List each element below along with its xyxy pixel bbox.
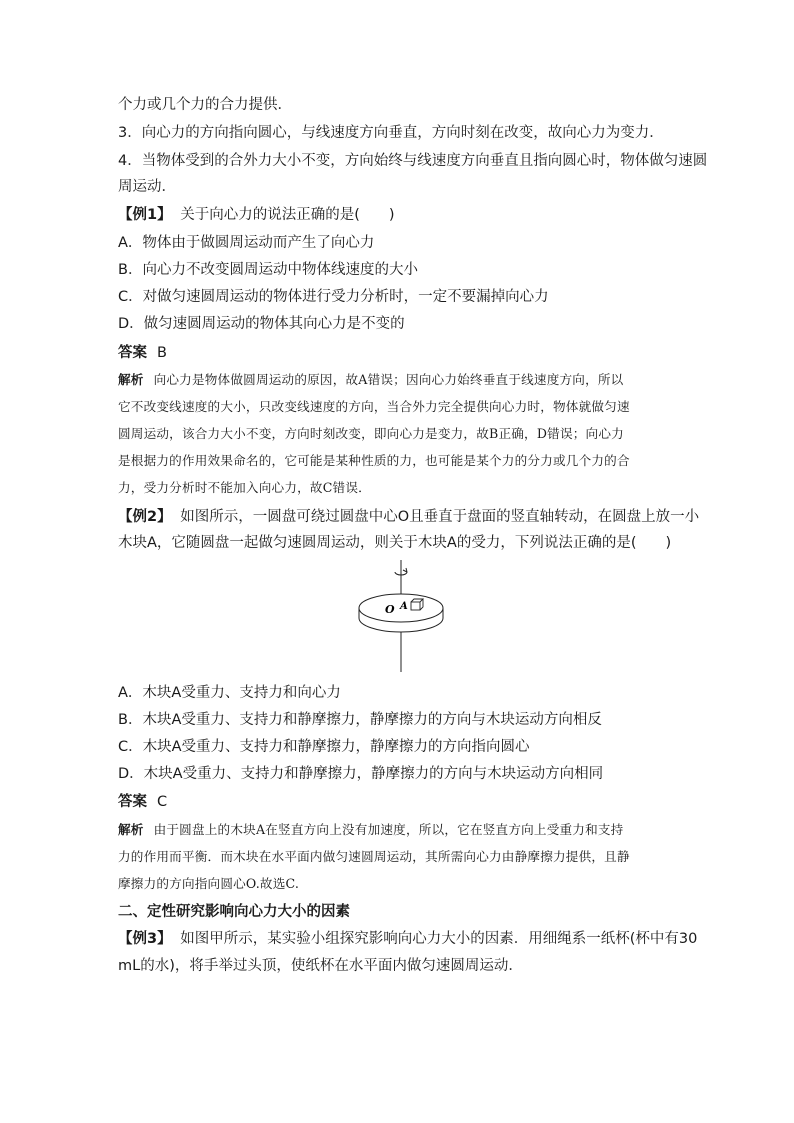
example-2-option-a: A．木块A受重力、支持力和向心力 — [118, 685, 341, 701]
arrowhead-icon — [403, 568, 407, 572]
example-2-question-line1 — [118, 508, 700, 526]
example-2-answer — [118, 793, 678, 811]
example-1-stem: 关于向心力的说法正确的是( ) — [180, 207, 395, 223]
label-a: A — [400, 601, 408, 612]
example-2-stem: 如图所示，一圆盘可绕过圆盘中心O且垂直于盘面的竖直轴转动，在圆盘上放一小 — [180, 509, 700, 525]
example-1-analysis-line1 — [118, 372, 678, 388]
example-2-analysis-line2: 力的作用而平衡．而木块在水平面内做匀速圆周运动，其所需向心力由静摩擦力提供，且静 — [118, 849, 630, 864]
example-1-tag: 【例1】 — [118, 207, 172, 223]
example-1-analysis-line3: 圆周运动，该合力大小不变，方向时刻改变，即向心力是变力，故B正确，D错误；向心力 — [118, 426, 624, 441]
example-2-analysis-line3: 摩擦力的方向指向圆心O.故选C. — [118, 876, 300, 891]
example-2-analysis-line1 — [118, 822, 678, 838]
example-2-option-d: D．木块A受重力、支持力和静摩擦力，静摩擦力的方向与木块运动方向相同 — [118, 766, 604, 782]
paragraph-4-line1: 4．当物体受到的合外力大小不变，方向始终与线速度方向垂直且指向圆心时，物体做匀速圆 — [118, 153, 708, 169]
example-3-line2: mL的水)，将手举过头顶，使纸杯在水平面内做匀速圆周运动． — [118, 958, 523, 974]
example-2-question-line2: 木块A，它随圆盘一起做匀速圆周运动，则关于木块A的受力，下列说法正确的是( ) — [118, 535, 672, 551]
analysis-label: 解析 — [118, 372, 144, 387]
answer-label: 答案 — [118, 794, 147, 810]
example-3-line1 — [118, 930, 698, 948]
example-1-question — [118, 206, 678, 224]
example-1-option-b: B．向心力不改变圆周运动中物体线速度的大小 — [118, 262, 418, 278]
section-2-title: 二、定性研究影响向心力大小的因素 — [118, 904, 350, 920]
example-1-option-c: C．对做匀速圆周运动的物体进行受力分析时，一定不要漏掉向心力 — [118, 289, 549, 305]
example-2-option-c: C．木块A受重力、支持力和静摩擦力，静摩擦力的方向指向圆心 — [118, 739, 530, 755]
analysis-text: 由于圆盘上的木块A在竖直方向上没有加速度，所以，它在竖直方向上受重力和支持 — [153, 822, 624, 837]
example-2-option-b: B．木块A受重力、支持力和静摩擦力，静摩擦力的方向与木块运动方向相反 — [118, 712, 602, 728]
answer-label: 答案 — [118, 345, 147, 361]
example-3-tag: 【例3】 — [118, 931, 172, 947]
answer-value: B — [157, 345, 167, 361]
example-1-analysis-line5: 力，受力分析时不能加入向心力，故C错误． — [118, 480, 371, 495]
example-1-analysis-line2: 它不改变线速度的大小，只改变线速度的方向，当合外力完全提供向心力时，物体就做匀速 — [118, 399, 630, 414]
example-2-tag: 【例2】 — [118, 509, 172, 525]
rotating-disk-figure — [356, 560, 456, 672]
example-1-option-d: D．做匀速圆周运动的物体其向心力是不变的 — [118, 316, 405, 332]
label-o: O — [385, 603, 395, 616]
example-1-option-a: A．物体由于做圆周运动而产生了向心力 — [118, 235, 375, 251]
example-1-analysis-line4: 是根据力的作用效果命名的，它可能是某种性质的力，也可能是某个力的分力或几个力的合 — [118, 453, 630, 468]
paragraph-tail: 个力或几个力的合力提供． — [118, 97, 292, 113]
paragraph-3: 3．向心力的方向指向圆心，与线速度方向垂直，方向时刻在改变，故向心力为变力． — [118, 125, 664, 141]
disk-diagram — [356, 560, 456, 672]
paragraph-4-line2: 周运动． — [118, 179, 176, 195]
analysis-text: 向心力是物体做圆周运动的原因，故A错误；因向心力始终垂直于线速度方向，所以 — [153, 372, 624, 387]
block-a — [411, 602, 420, 610]
example-1-answer — [118, 344, 678, 362]
analysis-label: 解析 — [118, 822, 144, 837]
answer-value: C — [157, 794, 168, 810]
example-3-stem: 如图甲所示，某实验小组探究影响向心力大小的因素．用细绳系一纸杯(杯中有30 — [180, 931, 698, 947]
